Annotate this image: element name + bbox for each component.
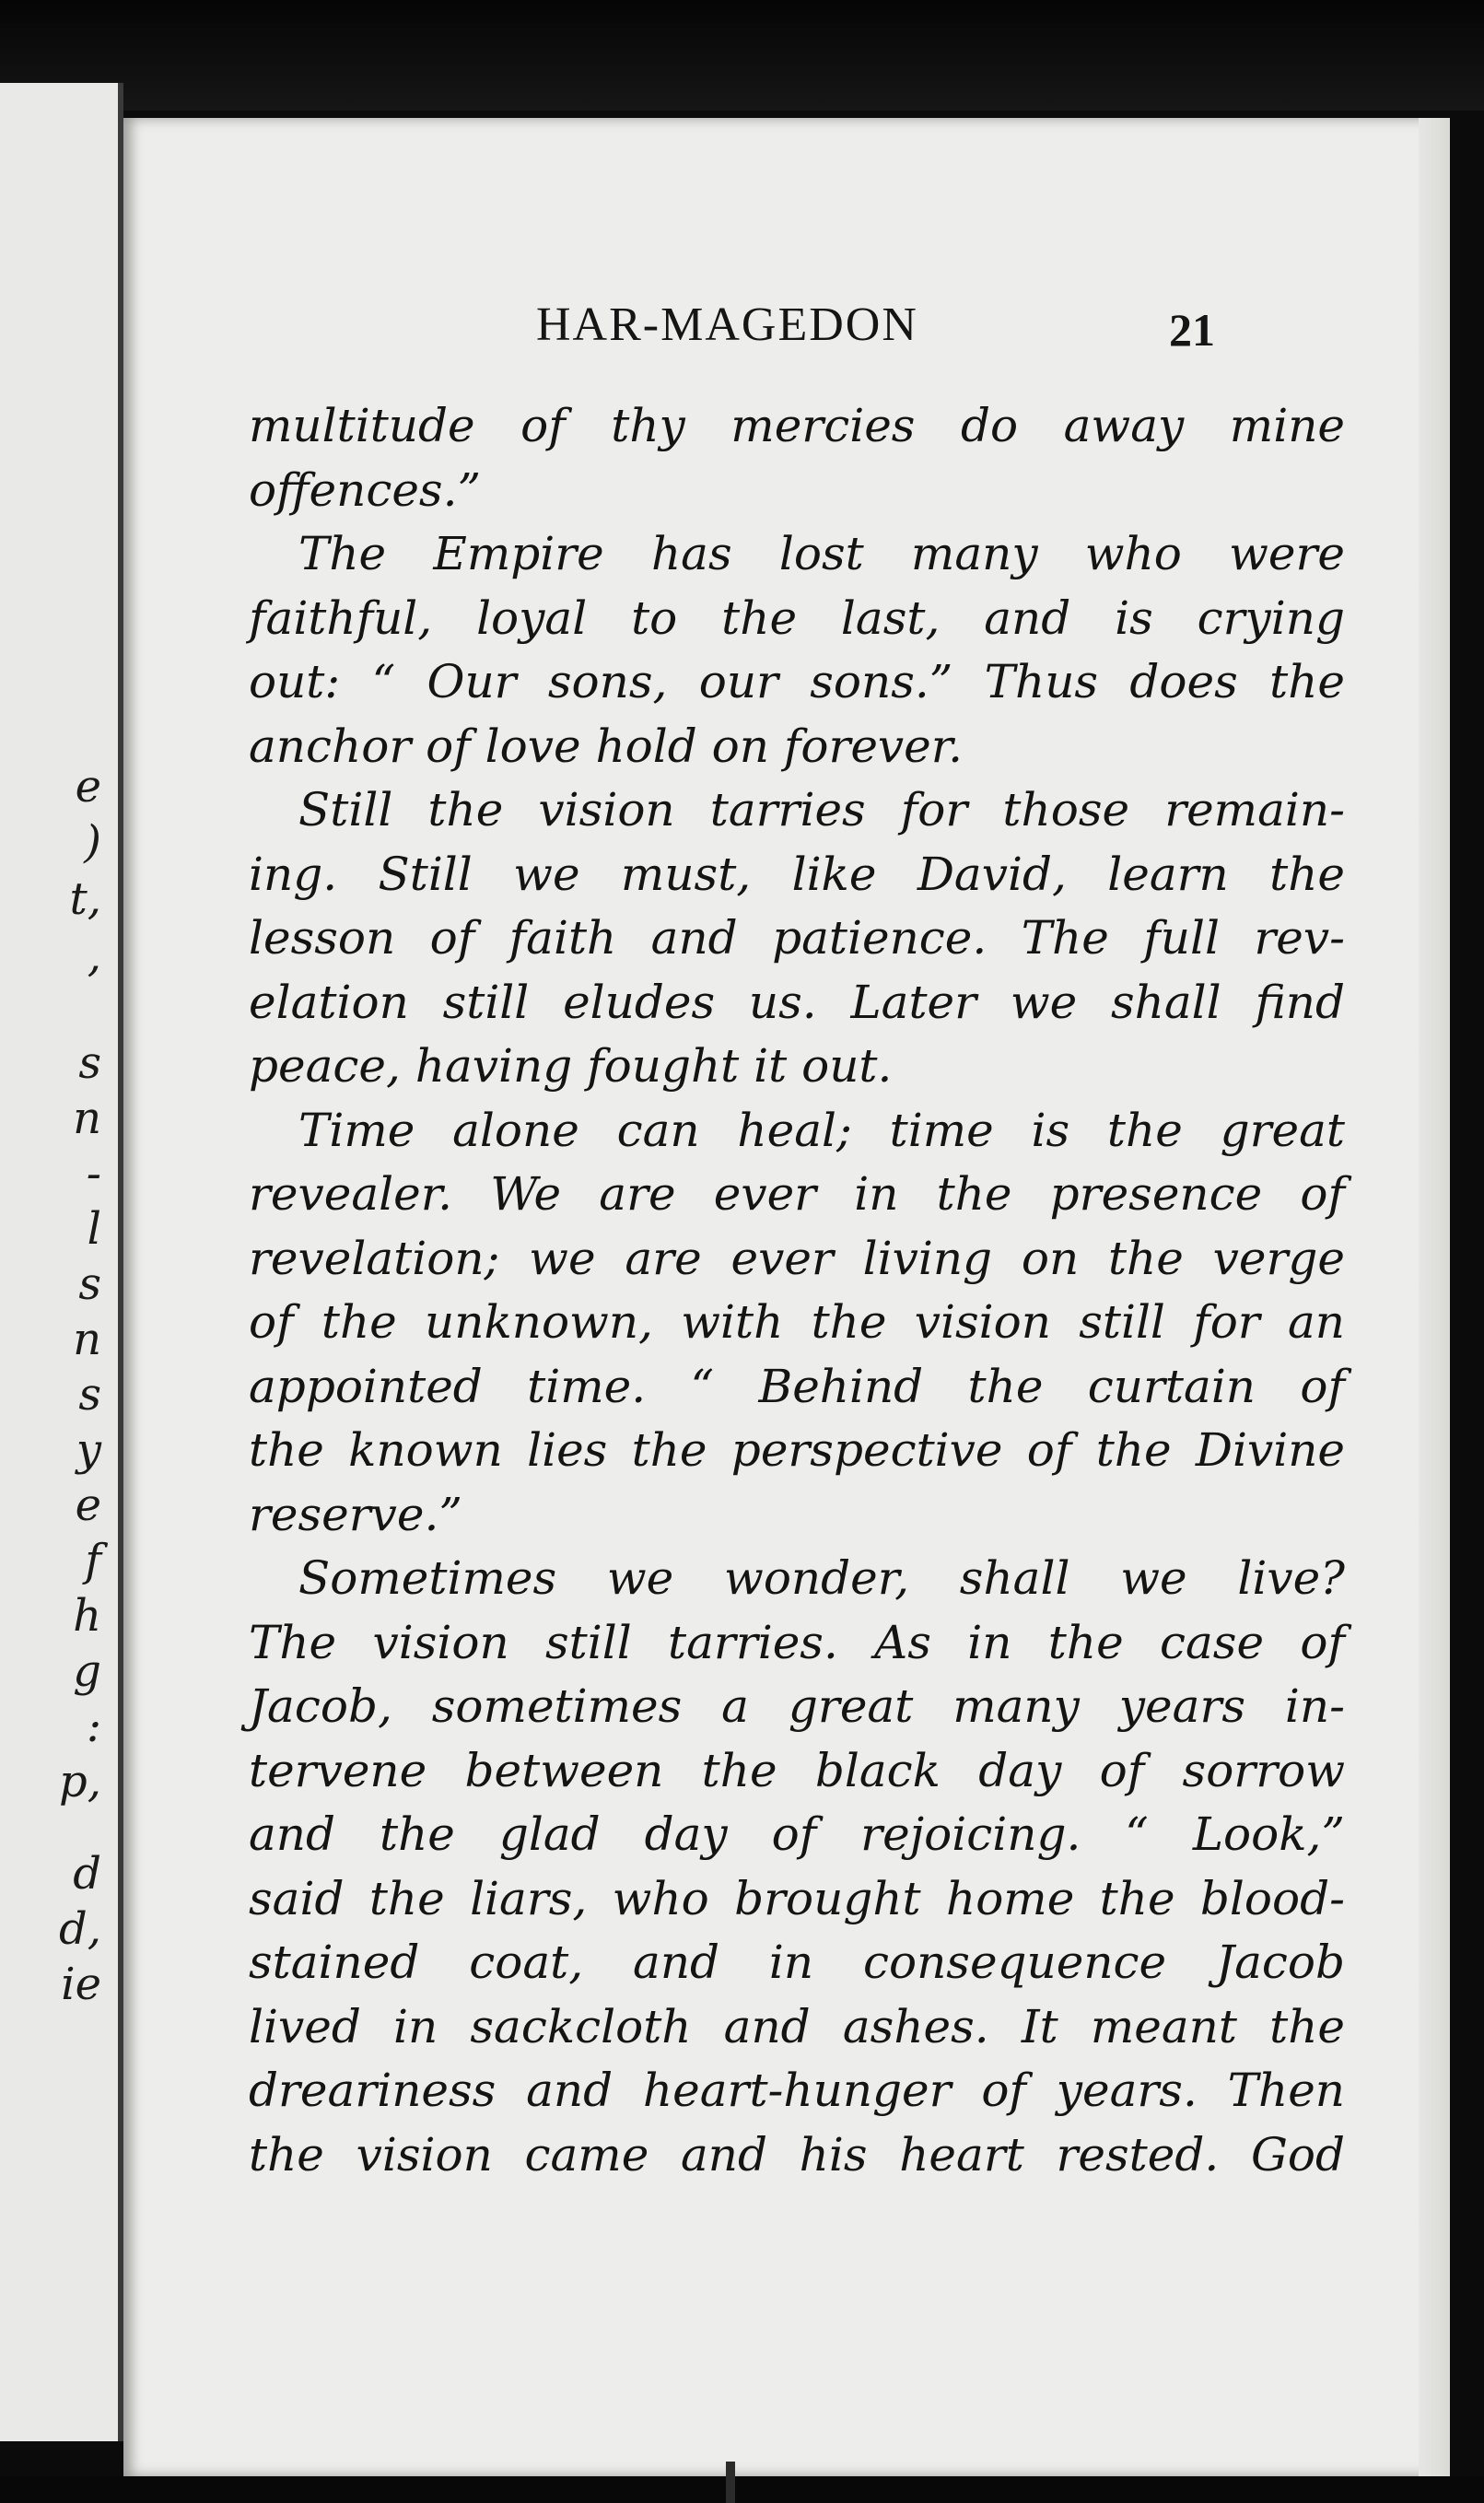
scanner-background-bottom xyxy=(0,2476,1484,2503)
text-line: tervene between the black day of sorrow xyxy=(249,1743,1345,1797)
left-fragment: : xyxy=(86,1701,101,1752)
left-fragment: d, xyxy=(59,1903,101,1955)
text-line: Time alone can heal; time is the great xyxy=(298,1103,1345,1157)
text-line: The vision still tarries. As in the case of xyxy=(249,1615,1345,1669)
text-line: ing. Still we must, like David, learn the xyxy=(249,847,1345,901)
text-line: out: “ Our sons, our sons.” Thus does the xyxy=(249,655,1345,708)
text-line: faithful, loyal to the last, and is crying xyxy=(249,591,1345,645)
left-page-text-fragments xyxy=(0,83,118,2441)
running-title: HAR-MAGEDON xyxy=(536,298,918,351)
left-fragment: g xyxy=(73,1645,101,1697)
scanner-background-top xyxy=(0,0,1484,111)
text-line: said the liars, who brought home the blood- xyxy=(249,1871,1345,1925)
left-fragment: p, xyxy=(59,1756,101,1807)
scan-artifact-mark xyxy=(726,2462,735,2503)
text-line: the vision came and his heart rested. God xyxy=(249,2127,1345,2181)
left-fragment: f xyxy=(85,1535,101,1586)
text-line: multitude of thy mercies do away mine xyxy=(249,399,1345,452)
left-fragment: l xyxy=(87,1203,101,1255)
left-fragment: n xyxy=(73,1314,101,1365)
text-line: appointed time. “ Behind the curtain of xyxy=(249,1359,1345,1413)
text-line: stained coat, and in consequence Jacob xyxy=(249,1936,1345,1989)
text-line: Jacob, sometimes a great many years in- xyxy=(249,1679,1345,1733)
text-line: dreariness and heart-hunger of years. Then xyxy=(249,2064,1345,2117)
text-line: revelation; we are ever living on the verge xyxy=(249,1231,1345,1285)
text-line: The Empire has lost many who were xyxy=(298,527,1345,580)
text-line: offences.” xyxy=(249,462,482,517)
text-line: peace, having fought it out. xyxy=(249,1039,893,1093)
left-fragment: s xyxy=(78,1258,101,1310)
book-page xyxy=(123,118,1450,2476)
left-fragment: - xyxy=(86,1148,101,1199)
page-number: 21 xyxy=(1169,304,1215,356)
text-line: the known lies the perspective of the Divine xyxy=(249,1423,1345,1477)
left-fragment: h xyxy=(73,1590,101,1642)
left-fragment: y xyxy=(76,1424,101,1476)
text-line: lived in sackcloth and ashes. It meant the xyxy=(249,1999,1345,2053)
text-line: revealer. We are ever in the presence of xyxy=(249,1167,1345,1221)
left-fragment: n xyxy=(73,1093,101,1144)
running-head xyxy=(123,298,1450,371)
left-fragment: ) xyxy=(84,816,101,868)
text-line: elation still eludes us. Later we shall find xyxy=(249,975,1345,1029)
text-line: Still the vision tarries for those remain- xyxy=(298,783,1345,836)
text-line: Sometimes we wonder, shall we live? xyxy=(298,1551,1345,1605)
text-line: and the glad day of rejoicing. “ Look,” xyxy=(249,1807,1345,1861)
left-fragment: ie xyxy=(61,1959,101,2010)
left-fragment: d xyxy=(73,1848,101,1900)
text-line: lesson of faith and patience. The full rev- xyxy=(249,911,1345,965)
left-fragment: e xyxy=(75,761,101,813)
left-facing-page xyxy=(0,83,123,2441)
left-fragment: t, xyxy=(69,873,101,925)
text-line: of the unknown, with the vision still for an xyxy=(249,1295,1345,1349)
left-fragment: s xyxy=(78,1369,101,1421)
page-edge-shadow xyxy=(1419,118,1450,2476)
text-line: anchor of love hold on forever. xyxy=(249,719,964,773)
text-line: reserve.” xyxy=(249,1487,462,1541)
left-fragment: s xyxy=(78,1037,101,1089)
left-fragment: e xyxy=(75,1480,101,1531)
left-fragment: , xyxy=(87,930,101,982)
body-text xyxy=(249,394,1345,2187)
